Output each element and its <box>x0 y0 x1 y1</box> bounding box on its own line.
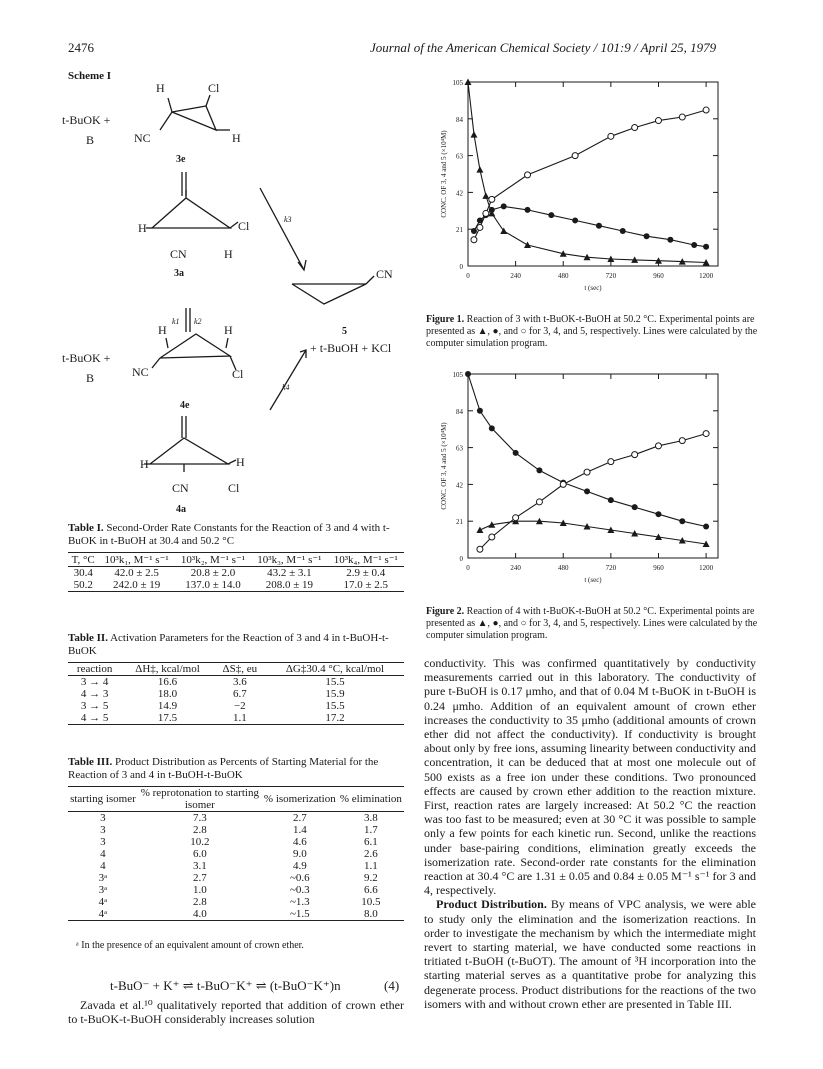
table-row <box>68 848 404 860</box>
data-point-open-circle <box>525 172 531 178</box>
figure2-chart <box>420 366 756 598</box>
data-point-open-circle <box>632 125 638 131</box>
table3-cell: 3.8 <box>364 812 378 824</box>
table1-caption <box>68 522 398 548</box>
table3-cell: ~0.3 <box>289 884 310 896</box>
table-row <box>68 567 404 580</box>
atom-h: H <box>140 457 149 471</box>
table-row <box>68 884 404 896</box>
data-point-triangle <box>524 241 531 248</box>
table1-header: 10³k₂, M⁻¹ s⁻¹ <box>180 554 246 566</box>
table1-cell: 242.0 ± 19 <box>112 579 161 591</box>
label-3e: 3e <box>176 154 186 165</box>
table1-header: T, °C <box>71 553 95 566</box>
data-point-filled-circle <box>572 217 578 223</box>
data-point-open-circle <box>489 534 495 540</box>
table-row <box>68 896 404 908</box>
section-heading: Product Distribution. <box>436 897 547 912</box>
data-point-filled-circle <box>477 408 483 414</box>
figure1-caption <box>426 314 758 350</box>
table1-header: 10³k₁, M⁻¹ s⁻¹ <box>104 554 169 566</box>
x-tick-label: 960 <box>653 564 664 572</box>
data-point-filled-circle <box>489 207 495 213</box>
table2-cell: 1.1 <box>232 712 247 724</box>
y-tick-label: 84 <box>456 115 463 124</box>
k2-label: k2 <box>194 317 202 326</box>
x-tick-label: 0 <box>466 272 470 280</box>
y-tick-label: 42 <box>456 481 463 490</box>
data-point-open-circle <box>655 118 661 124</box>
table1-cell: 20.8 ± 2.0 <box>190 567 236 579</box>
series-line <box>480 521 706 544</box>
table3-cell: 6.0 <box>192 848 207 860</box>
table2-cell: 3.6 <box>232 676 247 688</box>
data-point-triangle <box>470 131 477 138</box>
x-tick-label: 1200 <box>699 272 714 280</box>
y-axis-label: CONC. OF 3, 4 and 5 (×10⁴M) <box>440 130 448 218</box>
table2-header: ΔH‡, kcal/mol <box>135 663 200 675</box>
data-point-triangle <box>476 166 483 173</box>
table3-cell: 2.8 <box>192 896 207 908</box>
figure1-chart <box>420 74 756 306</box>
table-row <box>68 688 404 700</box>
data-point-filled-circle <box>596 223 602 229</box>
figure1-label: Figure 1. <box>426 314 465 325</box>
data-point-open-circle <box>477 546 483 552</box>
atom-h: H <box>236 455 245 469</box>
atom-nc: NC <box>134 131 151 145</box>
series-line <box>474 110 706 240</box>
data-point-open-circle <box>471 237 477 243</box>
atom-h: H <box>232 131 241 145</box>
data-point-open-circle <box>655 443 661 449</box>
table2-cell: 4 → 3 <box>80 688 109 700</box>
table1-cell: 30.4 <box>73 567 93 579</box>
y-tick-label: 21 <box>456 518 463 527</box>
data-point-open-circle <box>536 499 542 505</box>
table1-cell: 208.0 ± 19 <box>265 579 314 591</box>
equation: t-BuO⁻ + K⁺ ⇌ t-BuO⁻K⁺ ⇌ (t-BuO⁻K⁺)n <box>110 978 341 993</box>
atom-cl: Cl <box>232 367 244 381</box>
figure2-label: Figure 2. <box>426 606 465 617</box>
table3-cell: 2.7 <box>192 872 207 884</box>
y-tick-label: 21 <box>456 226 463 235</box>
x-axis-label: t (sec) <box>584 576 602 584</box>
table2-cell: 17.2 <box>325 712 345 724</box>
left-column-text <box>68 998 404 1026</box>
table3-cell: 4ᵃ <box>98 896 108 908</box>
table3 <box>68 786 404 921</box>
y-tick-label: 105 <box>452 79 463 87</box>
data-point-filled-circle <box>525 207 531 213</box>
data-point-filled-circle <box>465 371 471 377</box>
table3-cell: 4 <box>100 860 106 872</box>
x-tick-label: 240 <box>510 272 521 280</box>
table2-cell: 15.5 <box>325 676 345 688</box>
label-3a: 3a <box>174 268 184 279</box>
table3-header: starting isomer <box>70 793 136 805</box>
data-point-open-circle <box>703 107 709 113</box>
scheme-title: Scheme I <box>68 70 112 82</box>
table3-cell: 2.6 <box>364 848 378 860</box>
atom-h: H <box>224 247 233 261</box>
x-axis-label: t (sec) <box>584 284 602 292</box>
table3-cell: 3 <box>100 812 106 824</box>
data-point-triangle <box>482 192 489 199</box>
table2-cell: 3 → 4 <box>80 676 109 688</box>
right-column-text <box>424 656 756 1011</box>
table3-cell: ~1.3 <box>289 896 310 908</box>
table3-cell: 3ᵃ <box>98 872 108 884</box>
k3-label: k3 <box>284 215 292 224</box>
table-row <box>68 700 404 712</box>
reagent-1: t-BuOK + <box>62 113 111 127</box>
table1-label: Table I. <box>68 522 104 534</box>
table3-footnote: ᵃ In the presence of an equivalent amount of crown ether. <box>76 940 304 951</box>
table1-cell: 43.2 ± 3.1 <box>267 567 312 579</box>
table2-header: reaction <box>76 663 113 675</box>
table3-cell: 2.7 <box>292 812 307 824</box>
table2-cell: 17.5 <box>157 712 178 724</box>
table1-caption-text: Second-Order Rate Constants for the Reaction of 3 and 4 with t-BuOK in t-BuOH at 30.4 and 50.2 °C <box>68 522 390 547</box>
table3-cell: 3.1 <box>192 860 207 872</box>
table2-cell: −2 <box>233 700 246 712</box>
table3-cell: 7.3 <box>192 812 207 824</box>
atom-cn: CN <box>172 481 189 495</box>
table3-caption-text: Product Distribution as Percents of Starting Material for the Reaction of 3 and 4 in t-BuOH-t-BuOK <box>68 756 379 781</box>
table2-header: ΔS‡, eu <box>222 663 258 675</box>
table3-header: % reprotonation to starting isomer <box>140 787 259 811</box>
table1-header: 10³k₄, M⁻¹ s⁻¹ <box>333 554 398 566</box>
x-tick-label: 1200 <box>699 564 714 572</box>
data-point-open-circle <box>703 431 709 437</box>
table2-cell: 15.9 <box>325 688 345 700</box>
series-line <box>468 374 706 527</box>
table3-cell: 6.6 <box>364 884 378 896</box>
table-row <box>68 824 404 836</box>
data-point-filled-circle <box>548 212 554 218</box>
x-tick-label: 960 <box>653 272 664 280</box>
data-point-filled-circle <box>608 497 614 503</box>
table2-cell: 3 → 5 <box>80 700 109 712</box>
table3-cell: 4.9 <box>292 860 307 872</box>
table3-header: % elimination <box>339 793 402 805</box>
table3-cell: 1.0 <box>192 884 207 896</box>
table2-cell: 14.9 <box>157 700 178 712</box>
reagent-2: t-BuOK + <box>62 351 111 365</box>
table3-cell: ~0.6 <box>289 872 310 884</box>
atom-h: H <box>156 81 165 95</box>
table1-cell: 50.2 <box>73 579 93 591</box>
table2-header: ΔG‡30.4 °C, kcal/mol <box>285 663 385 675</box>
data-point-filled-circle <box>632 504 638 510</box>
y-axis-label: CONC. OF 3, 4 and 5 (×10⁴M) <box>440 422 448 510</box>
atom-h: H <box>138 221 147 235</box>
table1-header: 10³k₃, M⁻¹ s⁻¹ <box>257 554 322 566</box>
y-tick-label: 0 <box>459 263 463 271</box>
data-point-open-circle <box>477 224 483 230</box>
table2-cell: 6.7 <box>232 688 247 700</box>
figure2-caption-text: Reaction of 4 with t-BuOK-t-BuOH at 50.2 °C. Experimental points are presented as ▲, ●, and ○ for 3, 4, and 5, respectively. Lines were calculated by the computer simulation program. <box>426 606 758 641</box>
paragraph: Zavada et al.¹⁰ qualitatively reported that addition of crown ether to t-BuOK-t-BuOH considerably increases solution <box>68 998 404 1027</box>
atom-cn: CN <box>170 247 187 261</box>
table3-header: % isomerization <box>263 793 336 805</box>
table2-cell: 16.6 <box>157 676 178 688</box>
atom-h: H <box>158 323 167 337</box>
table3-cell: 4ᵃ <box>98 908 108 920</box>
table3-label: Table III. <box>68 756 113 768</box>
table1-cell: 2.9 ± 0.4 <box>346 567 386 579</box>
data-point-filled-circle <box>691 242 697 248</box>
y-tick-label: 63 <box>456 444 463 453</box>
k1-label: k1 <box>172 317 180 326</box>
paragraph: conductivity. This was confirmed quantitatively by conductivity measurements carried out in this laboratory. The conductivity of pure t-BuOH is 0.17 μmho, and that of 0.04 M t-BuOK in t-BuOH is 0.24 μmho. Addition of an equivalent amount of crown ether increases the conductivity to 35 μmho (additional amounts of crown ether did not affect the conductivity). If conductivity is brought about only by free ions, assuming linearity between conductivity and concentration, it can be deduced that at most one molecule out of 500 exists as a free ion under these conditions. Two pronounced effects are caused by crown ether addition to the reaction mixture. First, reaction rates are largely increased: At 50.2 °C the reaction was too fast to be measured; even at 30 °C it was possible to sample only a few points for each kinetic run. Second, unlike the reactions under base-pairing conditions, elimination greatly exceeds the isomerization rate. Second-order rate constants for the elimination reaction at 30.4 °C are 1.31 ± 0.05 and 0.84 ± 0.05 M⁻¹ s⁻¹ for 3 and 4, respectively. <box>424 656 756 898</box>
data-point-filled-circle <box>703 523 709 529</box>
table-row <box>68 908 404 921</box>
table3-cell: 10.2 <box>190 836 210 848</box>
x-tick-label: 720 <box>605 564 617 572</box>
data-point-open-circle <box>560 481 566 487</box>
data-point-filled-circle <box>471 228 477 234</box>
table2-caption <box>68 632 398 658</box>
table2-cell: 18.0 <box>157 688 178 700</box>
atom-cl: Cl <box>228 481 240 495</box>
table-row <box>68 712 404 725</box>
base-1: B <box>86 133 95 147</box>
y-tick-label: 42 <box>456 189 463 198</box>
atom-nc: NC <box>132 365 149 379</box>
data-point-open-circle <box>584 469 590 475</box>
table3-cell: 4.6 <box>292 836 307 848</box>
table1-cell: 17.0 ± 2.5 <box>343 579 389 591</box>
x-tick-label: 480 <box>557 564 569 572</box>
data-point-open-circle <box>483 210 489 216</box>
data-point-open-circle <box>608 133 614 139</box>
data-point-filled-circle <box>501 203 507 209</box>
data-point-open-circle <box>572 153 578 159</box>
data-point-filled-circle <box>703 244 709 250</box>
y-tick-label: 84 <box>456 407 463 416</box>
reaction-scheme <box>60 80 410 520</box>
table2-caption-text: Activation Parameters for the Reaction of 3 and 4 in t-BuOH-t-BuOK <box>68 632 389 657</box>
paragraph: By means of VPC analysis, we were able to study only the elimination and the isomerization reactions. In order to investigate the mechanism by which the intermediate might revert to starting material, we have conducted some reactions in tritiated t-BuOH (t-BuOT). The amount of ³H incorporation into the starting material serves as a quantitative probe for analyzing this degenerate process. Product distributions for the reactions of the two isomers with and without crown ether are presented in Table III. <box>424 897 756 1011</box>
atom-h: H <box>224 323 233 337</box>
data-point-filled-circle <box>584 488 590 494</box>
products: + t-BuOH + KCl <box>310 341 392 355</box>
label-4e: 4e <box>180 400 190 411</box>
label-4a: 4a <box>176 504 186 515</box>
data-point-filled-circle <box>679 518 685 524</box>
table3-cell: 6.1 <box>364 836 378 848</box>
table-row <box>68 860 404 872</box>
table3-cell: ~1.5 <box>289 908 310 920</box>
data-point-filled-circle <box>655 511 661 517</box>
data-point-open-circle <box>632 452 638 458</box>
y-tick-label: 0 <box>459 555 463 563</box>
plot-frame <box>468 374 718 558</box>
figure2-caption <box>426 606 758 642</box>
table3-cell: 4.0 <box>192 908 207 920</box>
journal-header: Journal of the American Chemical Society / 101:9 / April 25, 1979 <box>370 40 717 55</box>
table-row <box>68 812 404 825</box>
table3-cell: 1.7 <box>364 824 378 836</box>
table3-cell: 9.2 <box>364 872 378 884</box>
data-point-triangle <box>476 526 483 533</box>
table3-cell: 3ᵃ <box>98 884 108 896</box>
data-point-filled-circle <box>489 425 495 431</box>
table1-cell: 137.0 ± 14.0 <box>185 579 241 591</box>
atom-cn: CN <box>376 267 393 281</box>
series-line <box>468 82 706 263</box>
table2-cell: 4 → 5 <box>80 712 109 724</box>
table1 <box>68 552 404 592</box>
figure1-caption-text: Reaction of 3 with t-BuOK-t-BuOH at 50.2 °C. Experimental points are presented as ▲, ●, and ○ for 3, 4, and 5, respectively. Lines were calculated by the computer simulation program. <box>426 314 758 349</box>
table3-cell: 9.0 <box>292 848 307 860</box>
k4-label: k4 <box>282 383 290 392</box>
data-point-open-circle <box>513 515 519 521</box>
data-point-filled-circle <box>513 450 519 456</box>
data-point-filled-circle <box>536 467 542 473</box>
y-tick-label: 105 <box>452 371 463 379</box>
table-row <box>68 836 404 848</box>
atom-cl: Cl <box>238 219 250 233</box>
table-row <box>68 872 404 884</box>
table3-cell: 1.1 <box>364 860 378 872</box>
table3-cell: 2.8 <box>192 824 207 836</box>
x-tick-label: 480 <box>557 272 569 280</box>
table3-cell: 8.0 <box>364 908 378 920</box>
data-point-open-circle <box>679 114 685 120</box>
data-point-open-circle <box>679 438 685 444</box>
data-point-filled-circle <box>620 228 626 234</box>
table1-cell: 42.0 ± 2.5 <box>114 567 159 579</box>
base-2: B <box>86 371 95 385</box>
equation-number: (4) <box>384 978 400 993</box>
page-number: 2476 <box>68 40 94 55</box>
table2 <box>68 662 404 725</box>
data-point-open-circle <box>608 459 614 465</box>
x-tick-label: 720 <box>605 272 617 280</box>
table-row <box>68 676 404 689</box>
data-point-filled-circle <box>644 233 650 239</box>
data-point-triangle <box>500 227 507 234</box>
table2-label: Table II. <box>68 632 108 644</box>
table-row <box>68 579 404 592</box>
data-point-open-circle <box>489 196 495 202</box>
plot-frame <box>468 82 718 266</box>
table3-cell: 10.5 <box>361 896 381 908</box>
y-tick-label: 63 <box>456 152 463 161</box>
label-5: 5 <box>342 326 347 337</box>
data-point-filled-circle <box>667 237 673 243</box>
x-tick-label: 240 <box>510 564 521 572</box>
table2-cell: 15.5 <box>325 700 345 712</box>
table3-cell: 4 <box>100 848 106 860</box>
table3-cell: 3 <box>100 824 106 836</box>
table3-cell: 1.4 <box>292 824 307 836</box>
atom-cl: Cl <box>208 81 220 95</box>
table3-caption <box>68 756 398 782</box>
table3-cell: 3 <box>100 836 106 848</box>
x-tick-label: 0 <box>466 564 470 572</box>
